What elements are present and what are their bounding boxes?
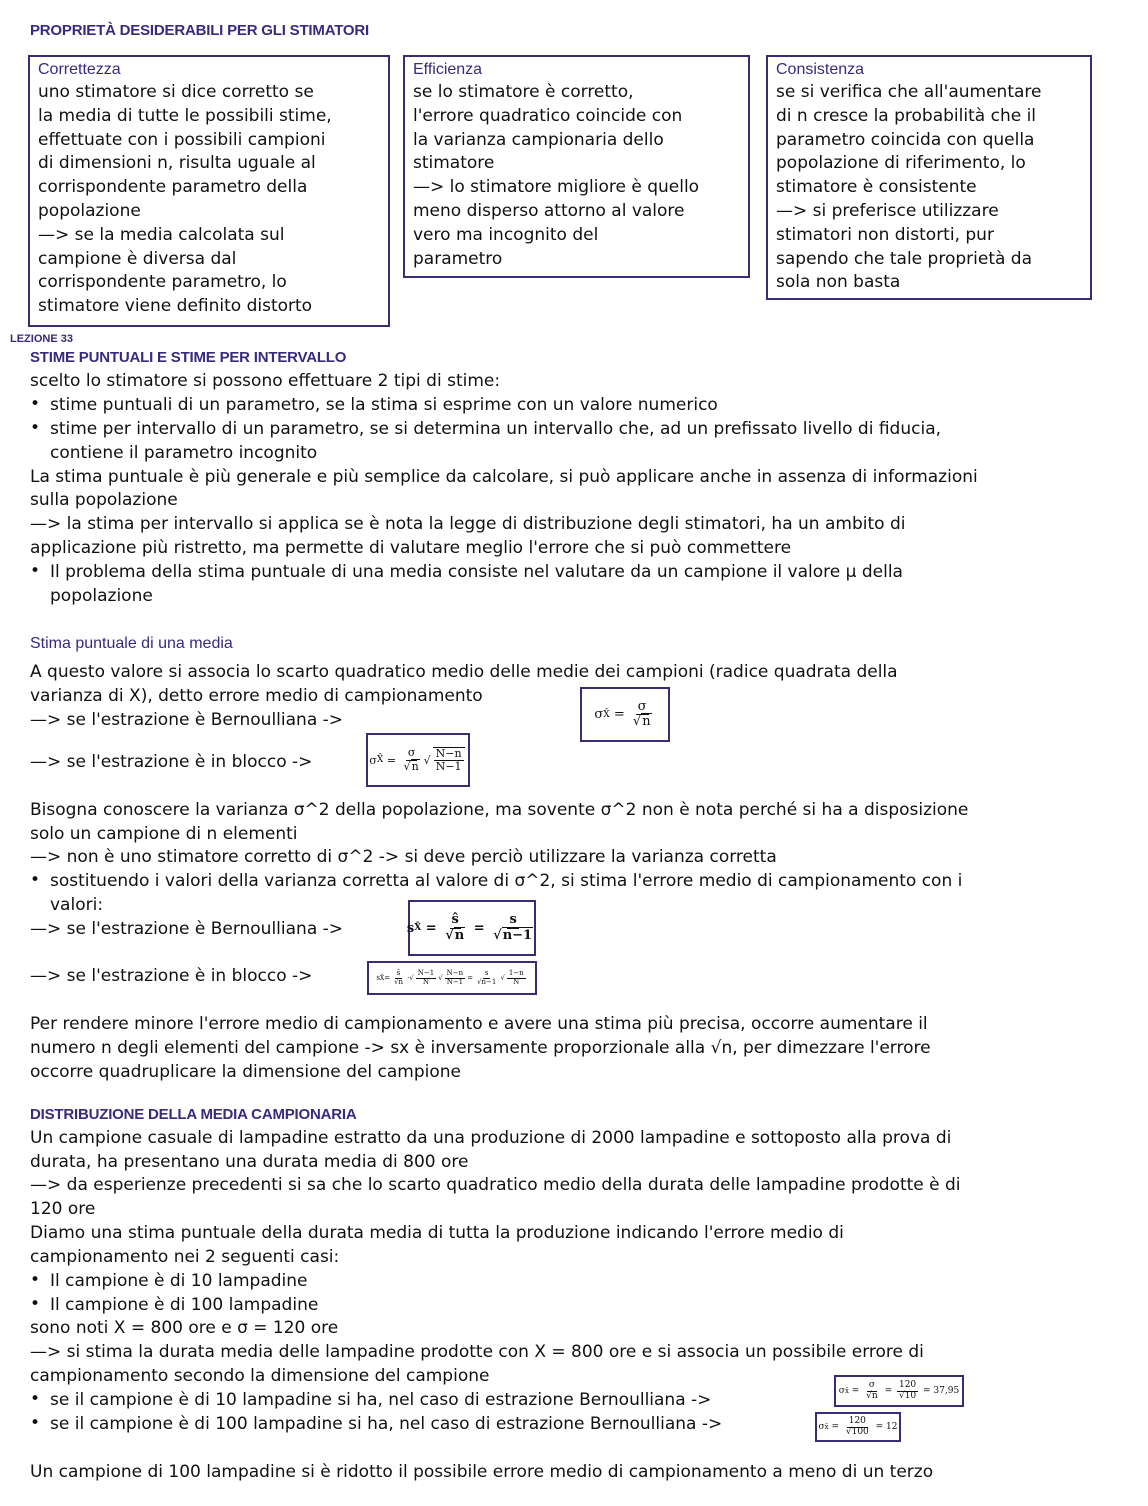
box-correttezza-body [38,81,382,319]
box-efficienza-body [413,81,742,271]
bullet: • [30,561,41,581]
text-line: Diamo una stima puntuale della durata media di tutta la produzione indicando l'errore medio di [30,1223,844,1243]
text-line: l'errore quadratico coincide con [413,105,683,126]
section-title-distribuzione: DISTRIBUZIONE DELLA MEDIA CAMPIONARIA [30,1106,357,1123]
text-line: stimatore viene definito distorto [38,296,313,317]
text-line: sostituendo i valori della varianza corretta al valore di σ^2, si stima l'errore medio di campionamento con i [50,871,963,891]
text-line: durata, ha presentano una durata media di 800 ore [30,1152,469,1172]
text-line: Un campione casuale di lampadine estratto da una produzione di 2000 lampadine e sottoposto alla prova di [30,1128,952,1148]
bullet: • [30,394,41,414]
text-line: solo un campione di n elementi [30,824,298,844]
section-title-stime: STIME PUNTUALI E STIME PER INTERVALLO [30,349,347,366]
bullet: • [30,870,41,890]
text-line: meno disperso attorno al valore [413,200,685,221]
text-line: popolazione [38,200,141,221]
bullet: • [30,1413,41,1433]
text-line: —> non è uno stimatore corretto di σ^2 -> si deve perciò utilizzare la varianza corretta [30,847,777,867]
text-line: —> la stima per intervallo si applica se è nota la legge di distribuzione degli stimatori, ha un ambito di [30,514,906,534]
text-line: se lo stimatore è corretto, [413,82,634,102]
text-line: occorre quadruplicare la dimensione del campione [30,1062,462,1082]
text-line: Un campione di 100 lampadine si è ridotto il possibile errore medio di campionamento a meno di un terzo [30,1462,934,1482]
text-line: —> da esperienze precedenti si sa che lo scarto quadratico medio della durata delle lampadine prodotte è di [30,1175,961,1195]
lesson-label: LEZIONE 33 [10,333,73,345]
formula-corretta-bernoulli: s X̄ = $\frac{ŝ}{√n}$ = $\frac{s}{√n-1}$ [408,900,536,956]
text-line: parametro [413,248,503,269]
text-line: Il campione è di 100 lampadine [50,1295,319,1315]
text-line: se il campione è di 10 lampadine si ha, nel caso di estrazione Bernoulliana -> [50,1390,712,1410]
result-value-10: = 37,95 [923,1386,960,1396]
box-correttezza [28,55,390,327]
text-line: —> se l'estrazione è in blocco -> [30,752,313,772]
formula-result-10: σ x̄ = $\frac{\sigma}{√n}$ = $\frac{120}{√10}$ = 37,95 [834,1375,964,1407]
text-line: —> se l'estrazione è Bernoulliana -> [30,919,344,939]
text-line: la varianza campionaria dello [413,129,664,150]
text-line: corrispondente parametro della [38,177,308,198]
bullet: • [30,1270,41,1290]
text-line: effettuate con i possibili campioni [38,129,326,150]
text-line: stimatori non distorti, pur [776,224,994,245]
text-line: sola non basta [776,272,901,293]
text-line: campione è diversa dal [38,248,237,269]
text-line: popolazione [50,586,153,606]
box-efficienza-title: Efficienza [413,61,483,78]
text-line: —> se l'estrazione è Bernoulliana -> [30,710,344,730]
text-line: —> si preferisce utilizzare [776,200,999,221]
text-line: varianza di X), detto errore medio di campionamento [30,686,483,706]
text-line: Il campione è di 10 lampadine [50,1271,308,1291]
text-line: sulla popolazione [30,490,178,510]
result-value-100: = 12 [875,1422,898,1432]
text-line: campionamento nei 2 seguenti casi: [30,1247,340,1267]
text-line: corrispondente parametro, lo [38,272,287,293]
text-line: di n cresce la probabilità che il [776,105,1037,126]
text-line: —> se l'estrazione è in blocco -> [30,966,313,986]
text-line: sono noti X = 800 ore e σ = 120 ore [30,1318,339,1338]
formula-blocco: σ X̄ = $\frac{\sigma}{√n}$ √ $\frac{N-n}{N-1}$ [366,733,470,787]
text-line: stime puntuali di un parametro, se la stima si esprime con un valore numerico [50,395,718,415]
formula-corretta-blocco: s X̄ = $\frac{ŝ}{√n}$ ·√ $\frac{N-1}{N}$ √ $\frac{N-n}{N-1}$ = $\frac{s}{√n-1}$ √ $\frac{1-n}{N}$ [367,961,537,995]
text-line: —> lo stimatore migliore è quello [413,177,700,198]
text-line: se si verifica che all'aumentare [776,82,1042,102]
text-line: popolazione di riferimento, lo [776,153,1026,174]
text-line: se il campione è di 100 lampadine si ha, nel caso di estrazione Bernoulliana -> [50,1414,723,1434]
text-line: applicazione più ristretto, ma permette di valutare meglio l'errore che si può commettere [30,538,792,558]
box-consistenza-title: Consistenza [776,61,865,78]
text-line: valori: [50,895,104,915]
formula-bernoulli: σ X̄ = $\frac{\sigma}{√n}$ [580,687,670,742]
text-line: sapendo che tale proprietà da [776,248,1033,269]
bullet: • [30,1294,41,1314]
text-line: parametro coincida con quella [776,129,1035,150]
text-line: contiene il parametro incognito [50,443,318,463]
bullet: • [30,418,41,438]
page-heading: PROPRIETÀ DESIDERABILI PER GLI STIMATORI [30,22,369,39]
section-title-stima-puntuale: Stima puntuale di una media [30,635,233,652]
text-line: stime per intervallo di un parametro, se si determina un intervallo che, ad un prefissato livello di fiducia, [50,419,942,439]
text-line: A questo valore si associa lo scarto quadratico medio delle medie dei campioni (radice quadrata della [30,662,898,682]
text-line: Bisogna conoscere la varianza σ^2 della popolazione, ma sovente σ^2 non è nota perché si ha a disposizione [30,800,969,820]
box-consistenza-body [776,81,1084,295]
text-line: —> si stima la durata media delle lampadine prodotte con X = 800 ore e si associa un possibile errore di [30,1342,924,1362]
text-line: Per rendere minore l'errore medio di campionamento e avere una stima più precisa, occorre aumentare il [30,1014,928,1034]
box-efficienza [403,55,750,278]
bullet: • [30,1389,41,1409]
text-line: di dimensioni n, risulta uguale al [38,153,316,174]
box-correttezza-title: Correttezza [38,61,121,78]
text-line: Il problema della stima puntuale di una media consiste nel valutare da un campione il valore μ della [50,562,903,582]
text-line: la media di tutte le possibili stime, [38,105,332,126]
text-line: scelto lo stimatore si possono effettuare 2 tipi di stime: [30,371,501,391]
text-line: uno stimatore si dice corretto se [38,82,314,102]
box-consistenza [766,55,1092,300]
text-line: numero n degli elementi del campione -> sx è inversamente proporzionale alla √n, per dimezzare l'errore [30,1038,931,1058]
text-line: 120 ore [30,1199,96,1219]
text-line: stimatore è consistente [776,177,977,198]
text-line: campionamento secondo la dimensione del campione [30,1366,490,1386]
text-line: vero ma incognito del [413,224,599,245]
text-line: —> se la media calcolata sul [38,224,285,245]
formula-result-100: σ x̄ = $\frac{120}{√100}$ = 12 [815,1412,901,1442]
text-line: stimatore [413,153,495,174]
text-line: La stima puntuale è più generale e più semplice da calcolare, si può applicare anche in assenza di informazioni [30,467,978,487]
